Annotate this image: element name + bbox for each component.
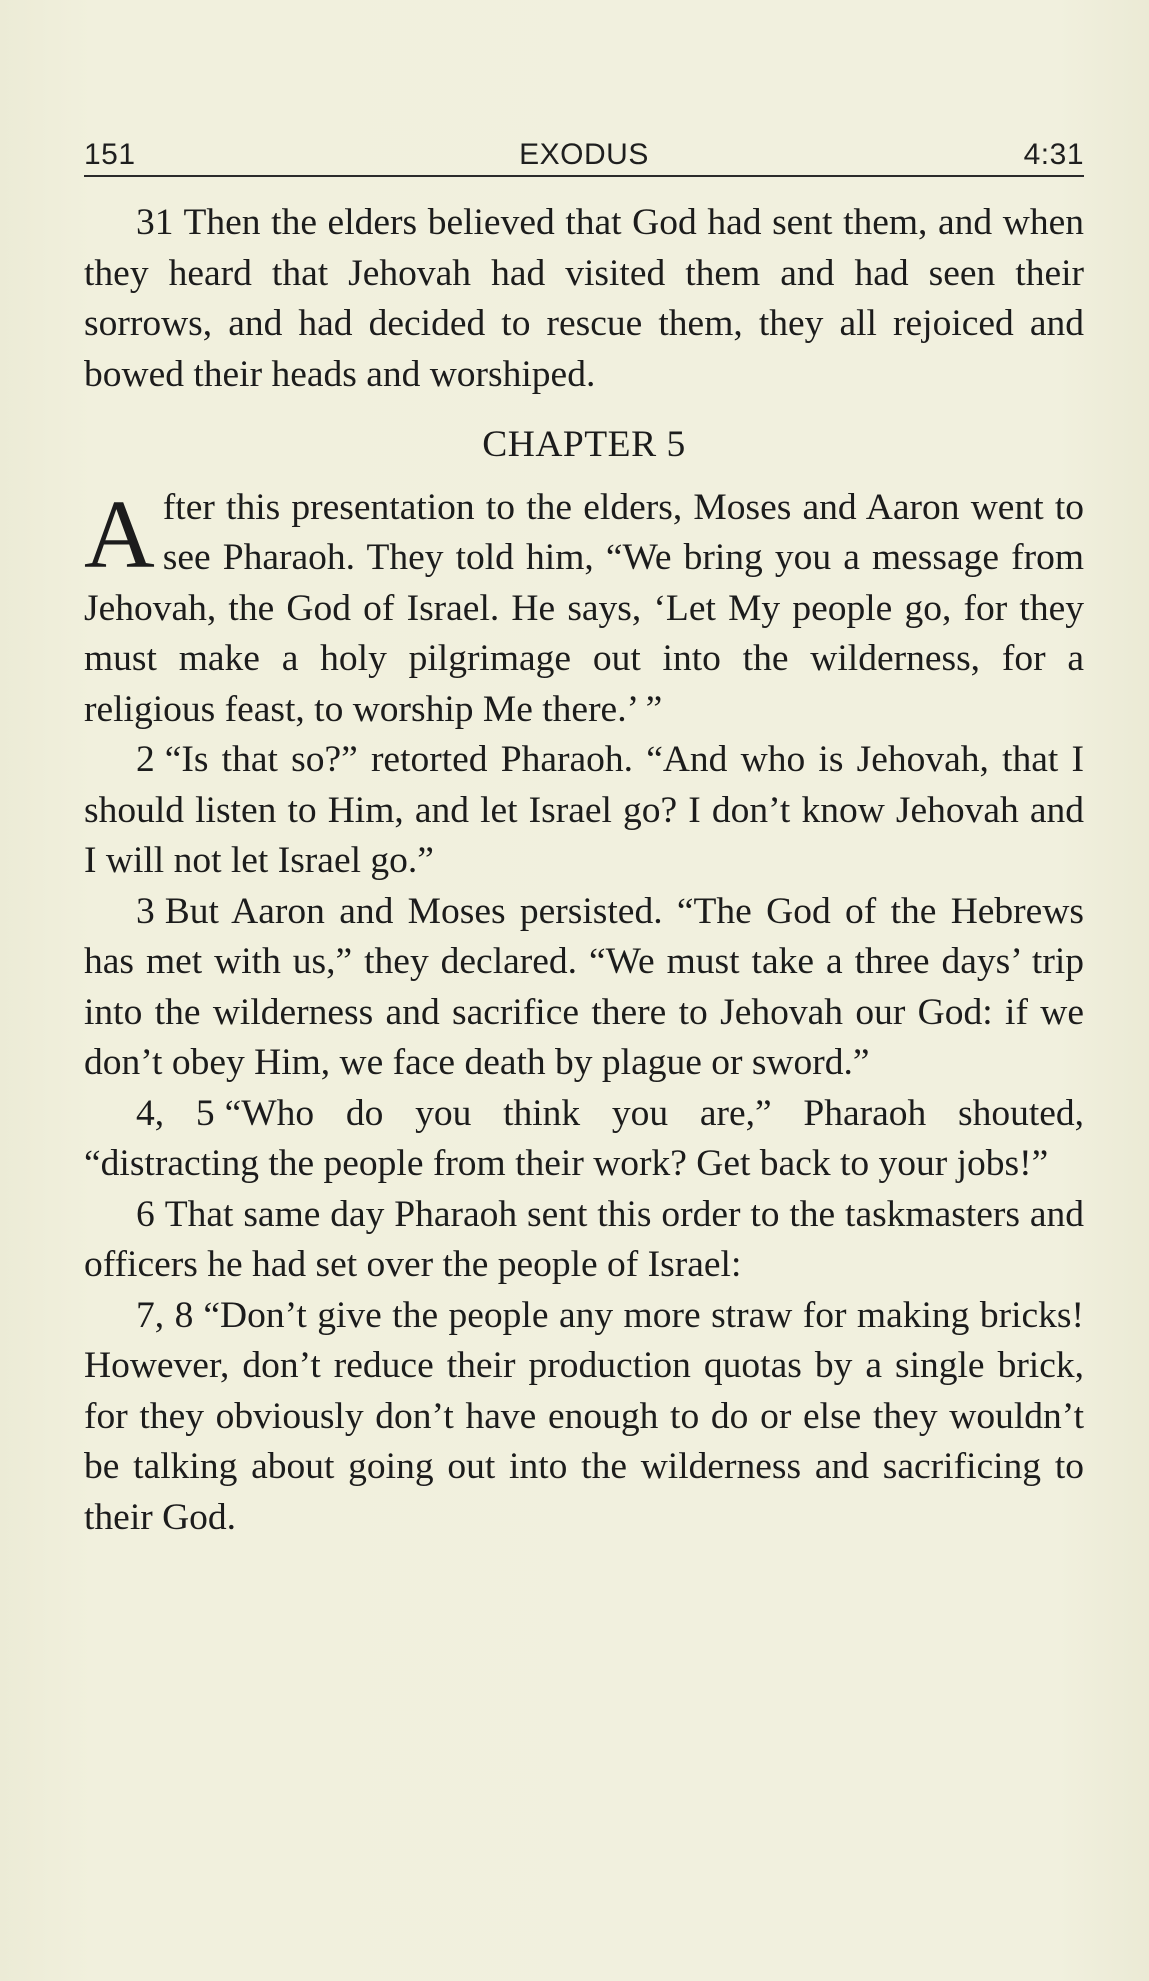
- verse-paragraph-4-5: [84, 1089, 1084, 1190]
- verse-text: “Don’t give the people any more straw for making bricks! However, don’t reduce their production quotas by a single brick, for they obviously don’t have enough to do or else they wouldn’t be talking about going out into the wilderness and sacrificing to their God.: [84, 1294, 1084, 1538]
- running-header: [84, 138, 1084, 178]
- verse-paragraph-31: [84, 198, 1084, 400]
- verse-paragraph-7-8: [84, 1291, 1084, 1544]
- page-body: [84, 198, 1084, 1543]
- verse-number: 31: [136, 202, 174, 243]
- drop-cap: A: [84, 480, 155, 589]
- verse-number: 4, 5: [136, 1092, 215, 1134]
- verse-number: 7, 8: [136, 1294, 194, 1336]
- verse-number: 3: [136, 890, 155, 932]
- verse-text: But Aaron and Moses persisted. “The God of the Hebrews has met with us,” they declared. “We must take a three days’ trip into the wilderness and sacrifice there to Jehovah our God: if we don’t obey Him, we face death by plague or sword.”: [84, 890, 1084, 1083]
- verse-text: Then the elders believed that God had sent them, and when they heard that Jehovah had visited them and had seen their sorrows, and had decided to rescue them, they all rejoiced and bowed their heads and worshiped.: [84, 202, 1084, 395]
- book-title: EXODUS: [519, 138, 649, 171]
- chapter-verse-reference: 4:31: [1023, 138, 1084, 171]
- header-rule: [84, 175, 1084, 177]
- verse-paragraph-3: [84, 887, 1084, 1089]
- verse-text: fter this presentation to the elders, Moses and Aaron went to see Pharaoh. They told him, “We bring you a message from Jehovah, the God of Israel. He says, ‘Let My people go, for they must make a holy pilgrimage out into the wilderness, for a religious feast, to worship Me there.’ ”: [84, 486, 1084, 730]
- verse-paragraph-6: [84, 1190, 1084, 1291]
- verse-text: That same day Pharaoh sent this order to the taskmasters and officers he had set over the people of Israel:: [84, 1193, 1084, 1285]
- verse-number: 2: [136, 739, 155, 780]
- verse-text: “Is that so?” retorted Pharaoh. “And who is Jehovah, that I should listen to Him, and let Israel go? I don’t know Jehovah and I will not let Israel go.”: [84, 739, 1084, 881]
- verse-number: 6: [136, 1193, 155, 1235]
- chapter-heading: CHAPTER 5: [482, 424, 686, 465]
- chapter-opening-paragraph: [84, 480, 1084, 736]
- page-number: 151: [84, 138, 136, 171]
- verse-paragraph-2: [84, 735, 1084, 887]
- verse-text: “Who do you think you are,” Pharaoh shouted, “distracting the people from their work? Get back to your jobs!”: [84, 1092, 1085, 1184]
